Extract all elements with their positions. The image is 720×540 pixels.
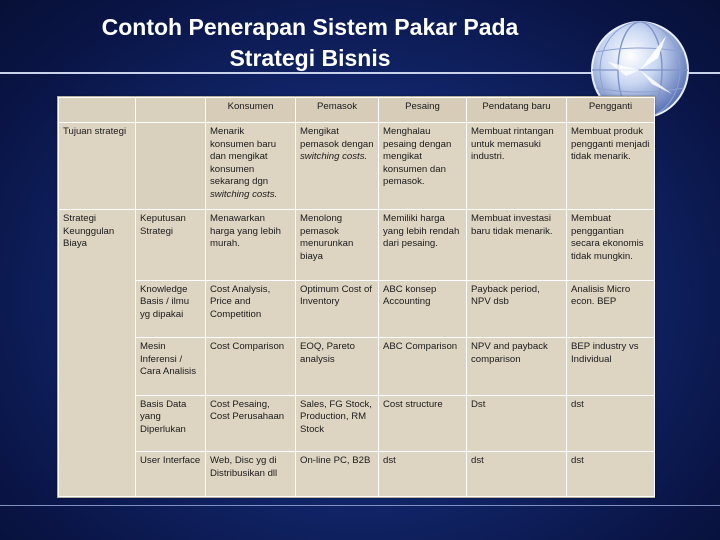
slide-title [30,12,590,74]
table-row [59,209,655,280]
row-label-tujuan-strategi: Tujuan strategi [59,123,136,210]
table-cell: Cost Comparison [206,338,296,396]
row-label-strategi-keunggulan-biaya: Strategi Keunggulan Biaya [59,209,136,496]
cell-text-italic: switching costs. [210,188,278,200]
table-cell: dst [567,452,655,497]
table-header-row [59,98,655,123]
table-cell: BEP industry vs Individual [567,338,655,396]
header-empty-2 [136,98,206,123]
row-label-knowledge-basis: Knowledge Basis / ilmu yg dipakai [136,280,206,338]
row-label-user-interface: User Interface [136,452,206,497]
cell-text: Mengikat pemasok dengan [300,126,374,150]
header-pemasok: Pemasok [296,98,379,123]
cell-text-italic: switching costs. [300,151,368,163]
row-label-basis-data: Basis Data yang Diperlukan [136,395,206,452]
table-cell: Cost Analysis, Price and Competition [206,280,296,338]
table-cell: Optimum Cost of Inventory [296,280,379,338]
table-cell [296,123,379,210]
table-cell: Membuat produk pengganti menjadi tidak menarik. [567,123,655,210]
table-cell: ABC konsep Accounting [379,280,467,338]
slide-title-line-2: Strategi Bisnis [229,45,391,71]
table-cell: Memiliki harga yang lebih rendah dari pesaing. [379,209,467,280]
row-label-keputusan-strategi: Keputusan Strategi [136,209,206,280]
table-cell: Sales, FG Stock, Production, RM Stock [296,395,379,452]
row-label-mesin-inferensi: Mesin Inferensi / Cara Analisis [136,338,206,396]
table-row [59,395,655,452]
table-cell: Membuat rintangan untuk memasuki industri. [467,123,567,210]
header-pesaing: Pesaing [379,98,467,123]
footer-divider [0,505,720,506]
cell-text: Menarik konsumen baru dan mengikat konsumen sekarang dgn [210,126,277,188]
header-pengganti: Pengganti [567,98,655,123]
table-row [59,452,655,497]
header-konsumen: Konsumen [206,98,296,123]
table-cell: dst [467,452,567,497]
table-cell: Web, Disc yg di Distribusikan dll [206,452,296,497]
table-cell: ABC Comparison [379,338,467,396]
table-cell [206,123,296,210]
table-cell: dst [567,395,655,452]
strategy-table-grid [58,97,655,497]
table-cell: Analisis Micro econ. BEP [567,280,655,338]
table-cell: Membuat investasi baru tidak menarik. [467,209,567,280]
table-cell: dst [379,452,467,497]
table-cell: Menolong pemasok menurunkan biaya [296,209,379,280]
table-cell: On-line PC, B2B [296,452,379,497]
header-empty-1 [59,98,136,123]
table-cell [136,123,206,210]
table-row [59,280,655,338]
table-cell: Cost structure [379,395,467,452]
table-cell: Cost Pesaing, Cost Perusahaan [206,395,296,452]
table-cell: Membuat penggantian secara ekonomis tidak mungkin. [567,209,655,280]
header-pendatang-baru: Pendatang baru [467,98,567,123]
table-cell: Dst [467,395,567,452]
slide-title-line-1: Contoh Penerapan Sistem Pakar Pada [101,14,519,40]
table-cell: Menghalau pesaing dengan mengikat konsumen dan pemasok. [379,123,467,210]
strategy-table [57,96,655,498]
table-row [59,123,655,210]
table-cell: EOQ, Pareto analysis [296,338,379,396]
table-cell: Payback period, NPV dsb [467,280,567,338]
table-row [59,338,655,396]
table-cell: Menawarkan harga yang lebih murah. [206,209,296,280]
table-cell: NPV and payback comparison [467,338,567,396]
